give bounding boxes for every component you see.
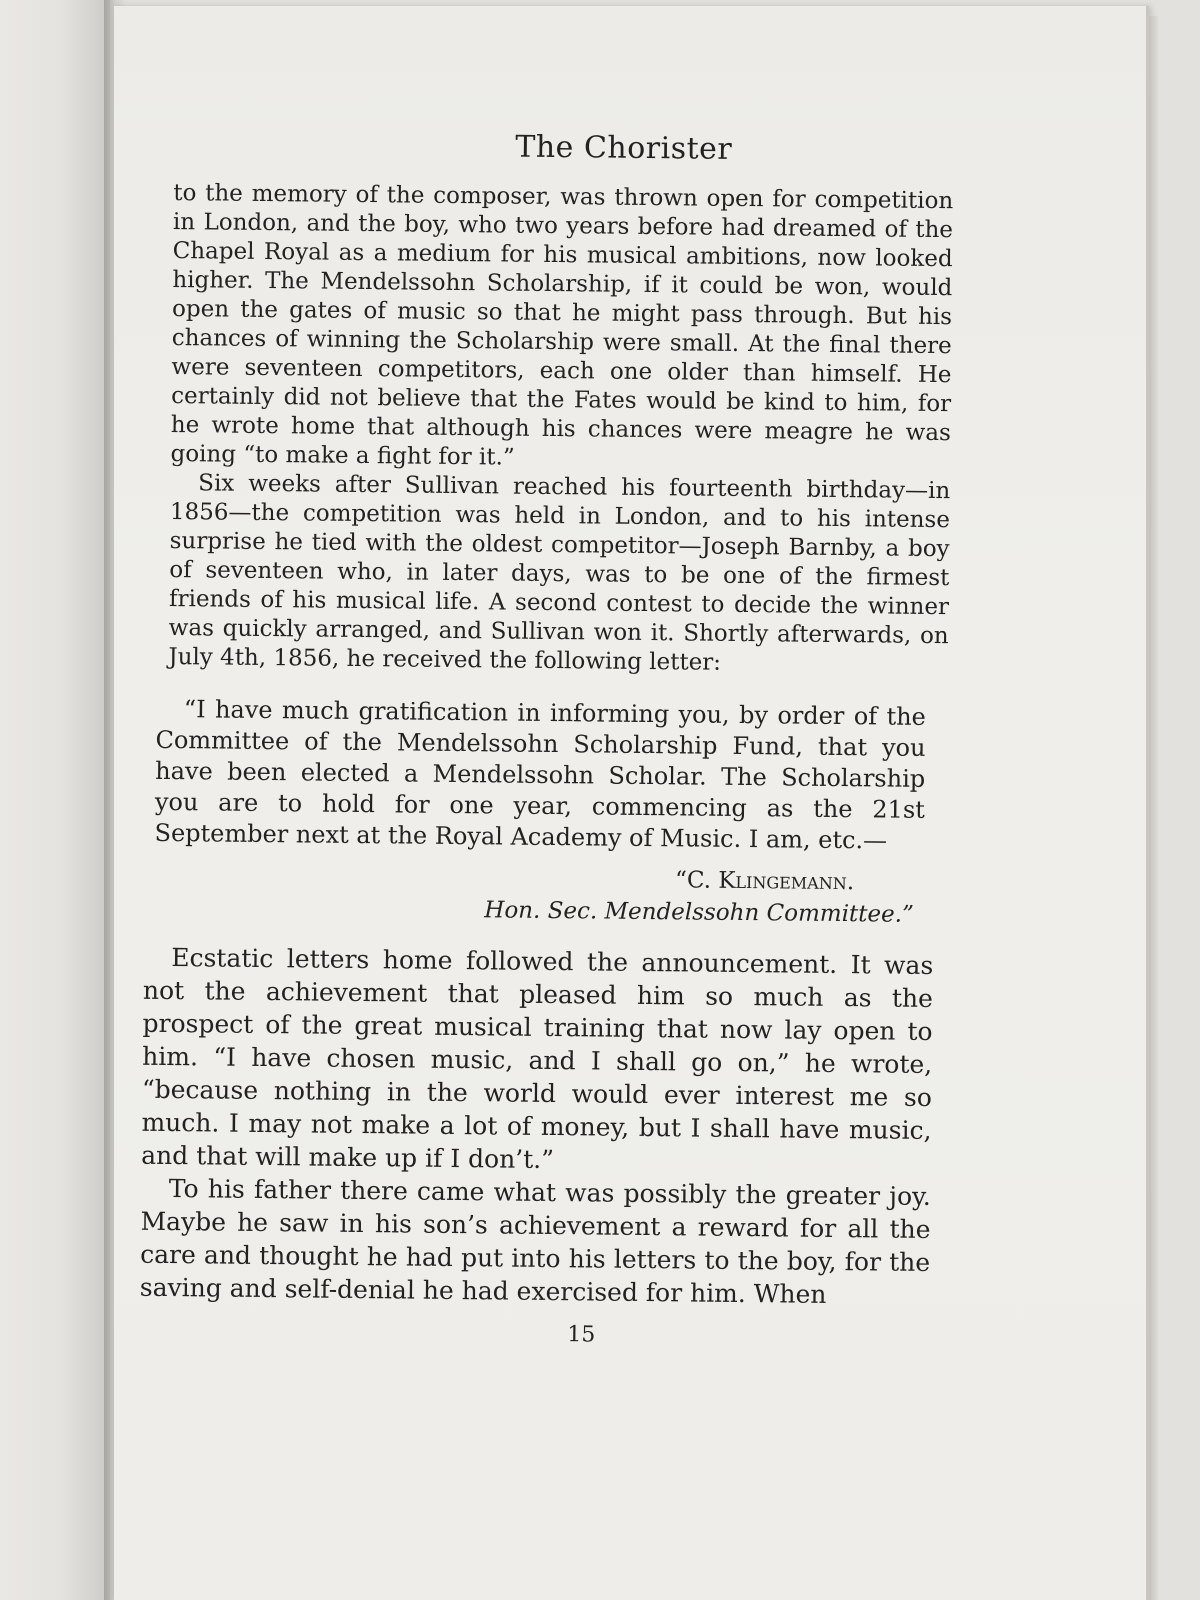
book-page (114, 6, 1149, 1600)
quoted-letter (154, 694, 926, 931)
paragraph-4: To his father there came what was possibly the greater joy. Maybe he saw in his son’s achievement a reward for all the care and thought he had put into his letters to the boy, for the saving and self-denial he had exercised for him. When (139, 1174, 931, 1309)
paragraph-1: to the memory of the composer, was thrown open for competition in London, and the boy, who two years before had dreamed of the Chapel Royal as a medium for his musical ambitions, now looked higher. The Mendelssohn Scholarship, if it could be won, would open the gates of music so that he might pass through. But his chances of winning the Scholarship were small. At the final there were seventeen competitors, each one older than himself. He certainly did not believe that the Fates would be kind to him, for he wrote home that although his chances were meagre he was going “to make a fight for it.” (170, 179, 954, 471)
page-number: 15 (567, 1322, 596, 1348)
letter-body: “I have much gratification in informing you, by order of the Committee of the Mendelssohn Scholarship Fund, that you have been elected a Mendelssohn Scholar. The Scholarship you are to hold for one year, commencing as the 21st September next at the Royal Academy of Music. I am, etc.— (154, 695, 927, 855)
text-block (139, 126, 954, 1351)
letter-signature (154, 859, 925, 931)
page-stack-edge (1149, 16, 1158, 1600)
signatory-name: “C. Klingemann. (674, 867, 855, 896)
paragraph-3: Ecstatic letters home followed the announcement. It was not the achievement that pleased him so much as the prospect of the great musical training that now lay open to him. “I have chosen music, and I shall go on,” he wrote, “because nothing in the world would ever interest me so much. I may not make a lot of money, but I shall have music, and that will make up if I don’t.” (141, 943, 934, 1175)
left-page-edge (0, 0, 110, 1600)
paragraph-2: Six weeks after Sullivan reached his fourteenth birthday—in 1856—the competition was held in London, and to his intense surprise he tied with the oldest competitor—Joseph Barnby, a boy of seventeen who, in later days, was to be one of the firmest friends of his musical life. A second contest to decide the winner was quickly arranged, and Sullivan won it. Shortly afterwards, on July 4th, 1856, he received the following letter: (168, 470, 951, 676)
signatory-title: Hon. Sec. Mendelssohn Committee.” (484, 897, 914, 928)
running-head: The Chorister (515, 129, 733, 167)
closing-paragraphs (140, 941, 934, 1312)
